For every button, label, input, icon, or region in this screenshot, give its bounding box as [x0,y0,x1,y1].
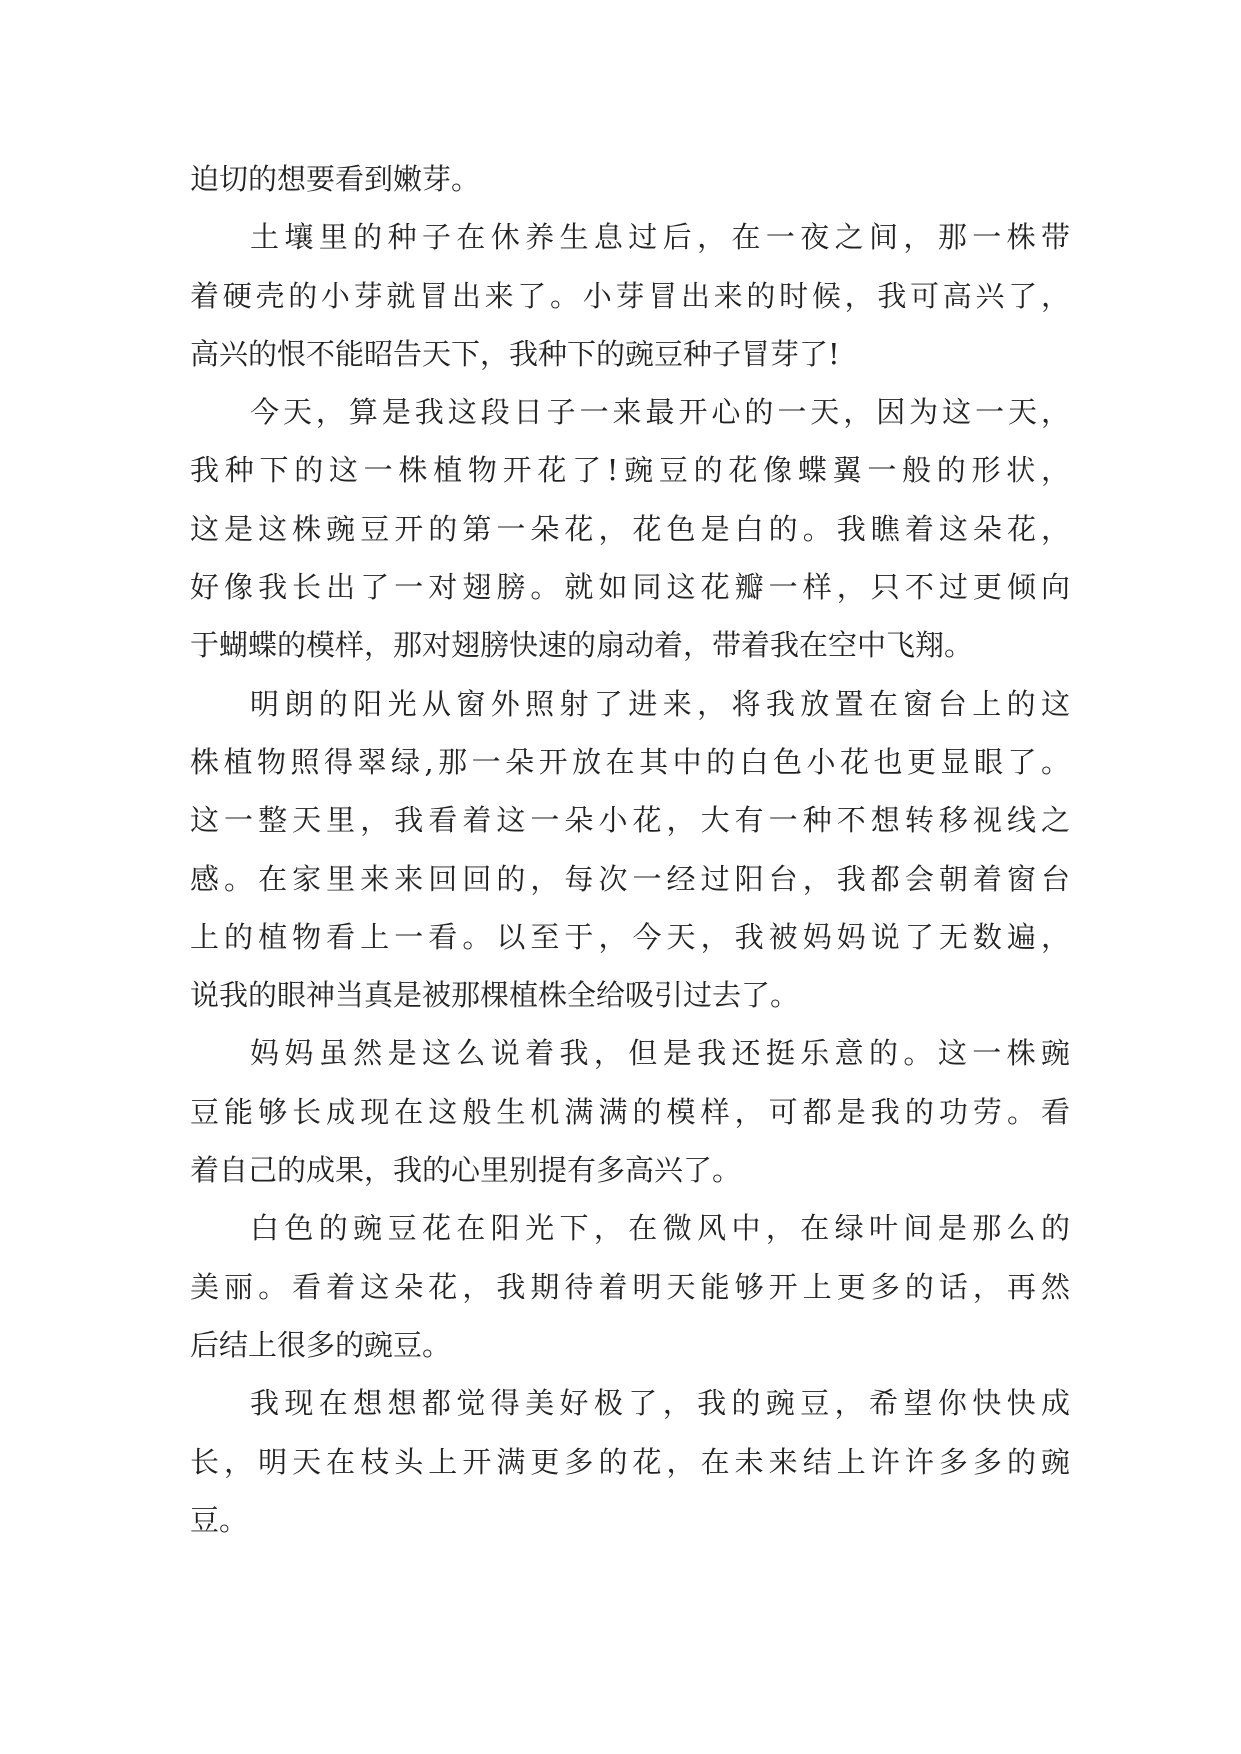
text-line: 美丽。看着这朵花，我期待着明天能够开上更多的话，再然 [190,1269,1070,1304]
text-line: 于蝴蝶的模样，那对翅膀快速的扇动着，带着我在空中飞翔。 [190,628,974,663]
text-line: 好像我长出了一对翅膀。就如同这花瓣一样，只不过更倾向 [190,570,1070,605]
text-line: 我种下的这一株植物开花了!豌豆的花像蝶翼一般的形状， [190,453,1070,488]
text-line: 长，明天在枝头上开满更多的花，在未来结上许许多多的豌 [190,1444,1070,1479]
text-line: 感。在家里来来回回的，每次一经过阳台，我都会朝着窗台 [190,861,1070,896]
paragraph-first-line: 明朗的阳光从窗外照射了进来，将我放置在窗台上的这 [250,686,1070,721]
paragraph-first-line: 土壤里的种子在休养生息过后，在一夜之间，那一株带 [250,220,1070,255]
paragraph-first-line: 今天，算是我这段日子一来最开心的一天，因为这一天， [250,395,1070,430]
text-line: 上的植物看上一看。以至于，今天，我被妈妈说了无数遍， [190,919,1070,954]
text-line: 这是这株豌豆开的第一朵花，花色是白的。我瞧着这朵花， [190,511,1070,546]
text-line: 迫切的想要看到嫩芽。 [190,162,481,196]
text-line: 着硬壳的小芽就冒出来了。小芽冒出来的时候，我可高兴了， [190,278,1070,313]
text-line: 豆。 [190,1502,249,1537]
text-line: 这一整天里，我看着这一朵小花，大有一种不想转移视线之 [190,803,1070,838]
text-line: 高兴的恨不能昭告天下，我种下的豌豆种子冒芽了! [190,336,840,371]
text-line: 豆能够长成现在这般生机满满的模样，可都是我的功劳。看 [190,1094,1070,1129]
text-line: 说我的眼神当真是被那棵植株全给吸引过去了。 [190,978,800,1013]
paragraph-first-line: 白色的豌豆花在阳光下，在微风中，在绿叶间是那么的 [250,1211,1070,1246]
text-line: 着自己的成果，我的心里别提有多高兴了。 [190,1153,742,1188]
text-line: 株植物照得翠绿,那一朵开放在其中的白色小花也更显眼了。 [190,744,1070,779]
paragraph-first-line: 妈妈虽然是这么说着我，但是我还挺乐意的。这一株豌 [250,1036,1070,1071]
paragraph-first-line: 我现在想想都觉得美好极了，我的豌豆，希望你快快成 [250,1386,1070,1421]
essay-text [190,150,1070,1549]
text-line: 后结上很多的豌豆。 [190,1327,452,1362]
